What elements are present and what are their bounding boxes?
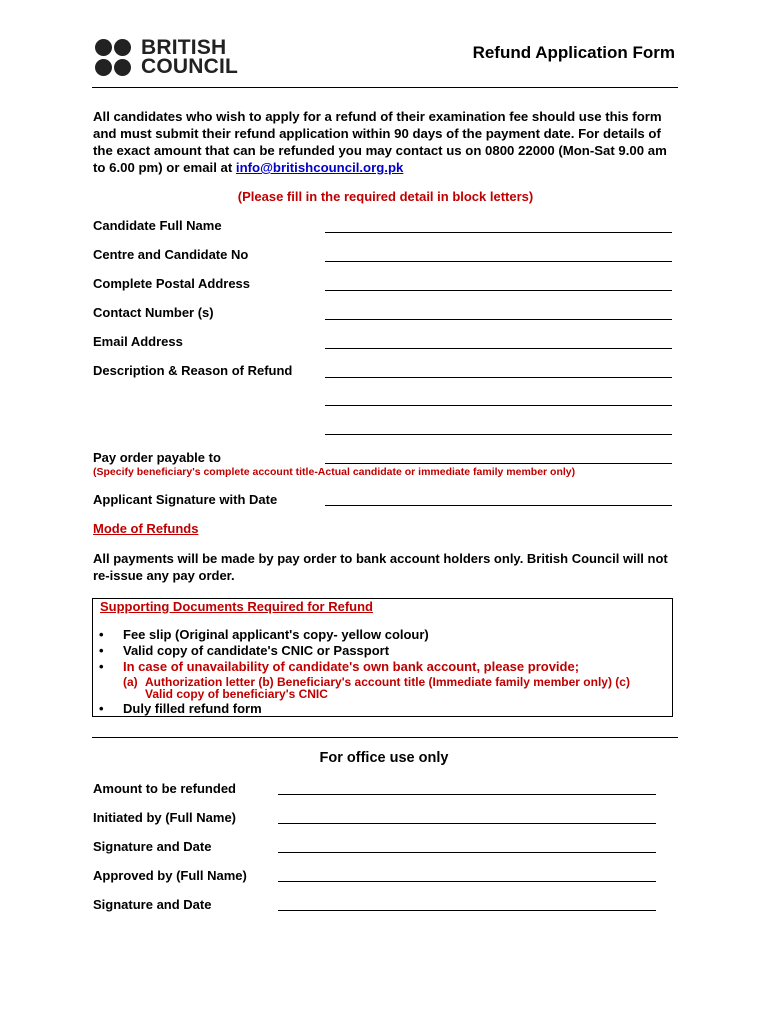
document-item: • Valid copy of candidate's CNIC or Passport — [99, 643, 390, 658]
postal-address-field[interactable] — [325, 290, 672, 291]
logo-wordmark — [141, 38, 238, 76]
centre-no-field[interactable] — [325, 261, 672, 262]
label-signature: Applicant Signature with Date — [93, 492, 278, 507]
office-use-heading: For office use only — [319, 750, 449, 766]
label-pay-order: Pay order payable to — [93, 450, 221, 465]
reason-field-line1[interactable] — [325, 377, 672, 378]
label-postal-address: Complete Postal Address — [93, 276, 251, 291]
bullet-icon: • — [99, 643, 104, 658]
pay-order-note: (Specify beneficiary's complete account title-Actual candidate or immediate family member only) — [93, 466, 576, 478]
approved-by-field[interactable] — [278, 881, 656, 882]
page-title: Refund Application Form — [472, 43, 675, 62]
document-item: • Duly filled refund form — [99, 701, 262, 716]
reason-field-line3[interactable] — [325, 434, 672, 435]
pay-order-field[interactable] — [325, 463, 672, 464]
logo-dots-icon — [95, 38, 135, 78]
document-item: • Fee slip (Original applicant's copy- yellow colour) — [99, 627, 429, 642]
signature-date-field-2[interactable] — [278, 910, 656, 911]
logo-line2: COUNCIL — [141, 55, 239, 78]
full-name-field[interactable] — [325, 232, 672, 233]
document-subitem: (a) Authorization letter (b) Beneficiary's account title (Immediate family member only) (c) Valid copy of beneficiary's CNIC — [123, 675, 630, 701]
label-contact-number: Contact Number (s) — [93, 305, 214, 320]
label-approved-by: Approved by (Full Name) — [93, 868, 247, 883]
bullet-icon: • — [99, 701, 104, 716]
british-council-logo — [95, 38, 245, 80]
intro-text: All candidates who wish to apply for a refund of their examination fee should use this form and must submit their refund application within 90 days of the payment date. For details of the exact amount that can be refunded you may contact us on 0800 22000 (Mon-Sat 9.00 am to 6.00 pm) or email at — [93, 109, 667, 175]
sub-marker: (a) — [123, 675, 138, 689]
signature-field[interactable] — [325, 505, 672, 506]
label-reason: Description & Reason of Refund — [93, 363, 293, 378]
label-signature-date-2: Signature and Date — [93, 897, 212, 912]
label-amount: Amount to be refunded — [93, 781, 236, 796]
logo-line1: BRITISH — [141, 36, 227, 59]
payments-paragraph: All payments will be made by pay order to bank account holders only. British Council will not re-issue any pay order. — [93, 551, 668, 583]
label-full-name: Candidate Full Name — [93, 218, 222, 233]
header-divider — [92, 87, 678, 88]
reason-field-line2[interactable] — [325, 405, 672, 406]
intro-paragraph — [93, 108, 678, 176]
mode-of-refunds-heading: Mode of Refunds — [93, 521, 199, 536]
amount-field[interactable] — [278, 794, 656, 795]
label-email-address: Email Address — [93, 334, 183, 349]
label-centre-no: Centre and Candidate No — [93, 247, 249, 262]
email-address-field[interactable] — [325, 348, 672, 349]
documents-heading: Supporting Documents Required for Refund — [100, 599, 373, 614]
label-signature-date-1: Signature and Date — [93, 839, 212, 854]
signature-date-field-1[interactable] — [278, 852, 656, 853]
contact-number-field[interactable] — [325, 319, 672, 320]
bullet-icon: • — [99, 627, 104, 642]
office-divider — [92, 737, 678, 738]
supporting-documents-box — [92, 598, 673, 717]
bullet-icon: • — [99, 659, 104, 674]
initiated-by-field[interactable] — [278, 823, 656, 824]
label-initiated-by: Initiated by (Full Name) — [93, 810, 237, 825]
document-item: • In case of unavailability of candidate's own bank account, please provide; — [99, 659, 580, 674]
email-link[interactable]: info@britishcouncil.org.pk — [235, 160, 404, 175]
block-letters-instruction: (Please fill in the required detail in block letters) — [237, 189, 534, 204]
